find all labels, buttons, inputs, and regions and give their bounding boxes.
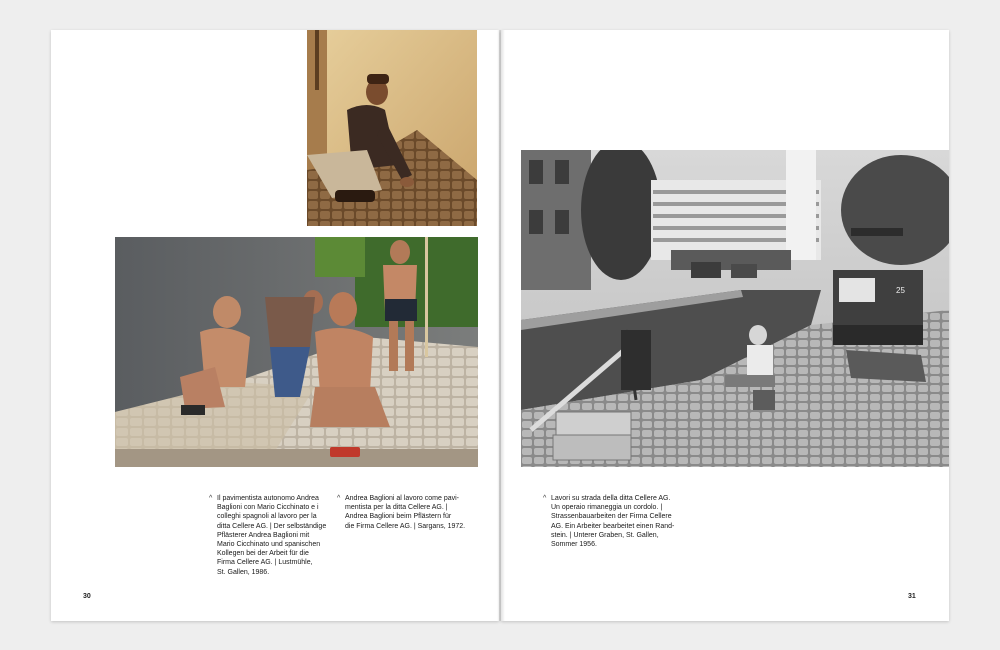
- caption-line: AG. Ein Arbeiter bearbeitet einen Rand-: [551, 522, 675, 530]
- caption-line: Baglioni con Mario Cicchinato e i: [217, 504, 319, 512]
- caption-arrow-icon: ^: [543, 495, 547, 502]
- caption-line: Mario Cicchinato und spanischen: [217, 541, 321, 549]
- caption-line: stein. | Unterer Graben, St. Gallen,: [551, 531, 659, 539]
- caption-line: ditta Cellere AG. | Der selbständige: [217, 522, 327, 530]
- caption-line: Kollegen bei der Arbeit für die: [217, 550, 309, 558]
- caption-line: die Firma Cellere AG. | Sargans, 1972.: [345, 522, 466, 530]
- caption-baglioni: [337, 494, 475, 531]
- book-gutter: [497, 30, 505, 621]
- photo-worker-kneeling: [307, 30, 477, 226]
- caption-line: Sommer 1956.: [551, 541, 597, 549]
- roller-number-label: 25: [896, 286, 905, 295]
- caption-line: colleghi spagnoli al lavoro per la: [217, 513, 317, 521]
- caption-line: Andrea Baglioni al lavoro come pavi-: [345, 495, 460, 502]
- caption-line: Un operaio rimaneggia un cordolo. |: [551, 504, 663, 512]
- caption-line: St. Gallen, 1986.: [217, 568, 270, 576]
- photo-street-works: [521, 150, 949, 467]
- caption-line: Il pavimentista autonomo Andrea: [217, 495, 319, 502]
- caption-arrow-icon: ^: [337, 495, 341, 502]
- photo-pavers-crouching: [115, 237, 478, 467]
- caption-street-works: [543, 494, 681, 549]
- caption-line: Lavori su strada della ditta Cellere AG.: [551, 495, 671, 502]
- caption-arrow-icon: ^: [209, 495, 213, 502]
- caption-line: Pflästerer Andrea Baglioni mit: [217, 531, 310, 539]
- caption-line: Strassenbauarbeiten der Firma Cellere: [551, 513, 672, 521]
- caption-pavers: [209, 494, 327, 577]
- caption-line: mentista per la ditta Cellere AG. |: [345, 504, 448, 512]
- caption-line: Firma Cellere AG. | Lustmühle,: [217, 559, 313, 567]
- page-number-right: 31: [908, 593, 916, 600]
- caption-line: Andrea Baglioni beim Pflästern für: [345, 513, 452, 521]
- page-number-left: 30: [83, 593, 91, 600]
